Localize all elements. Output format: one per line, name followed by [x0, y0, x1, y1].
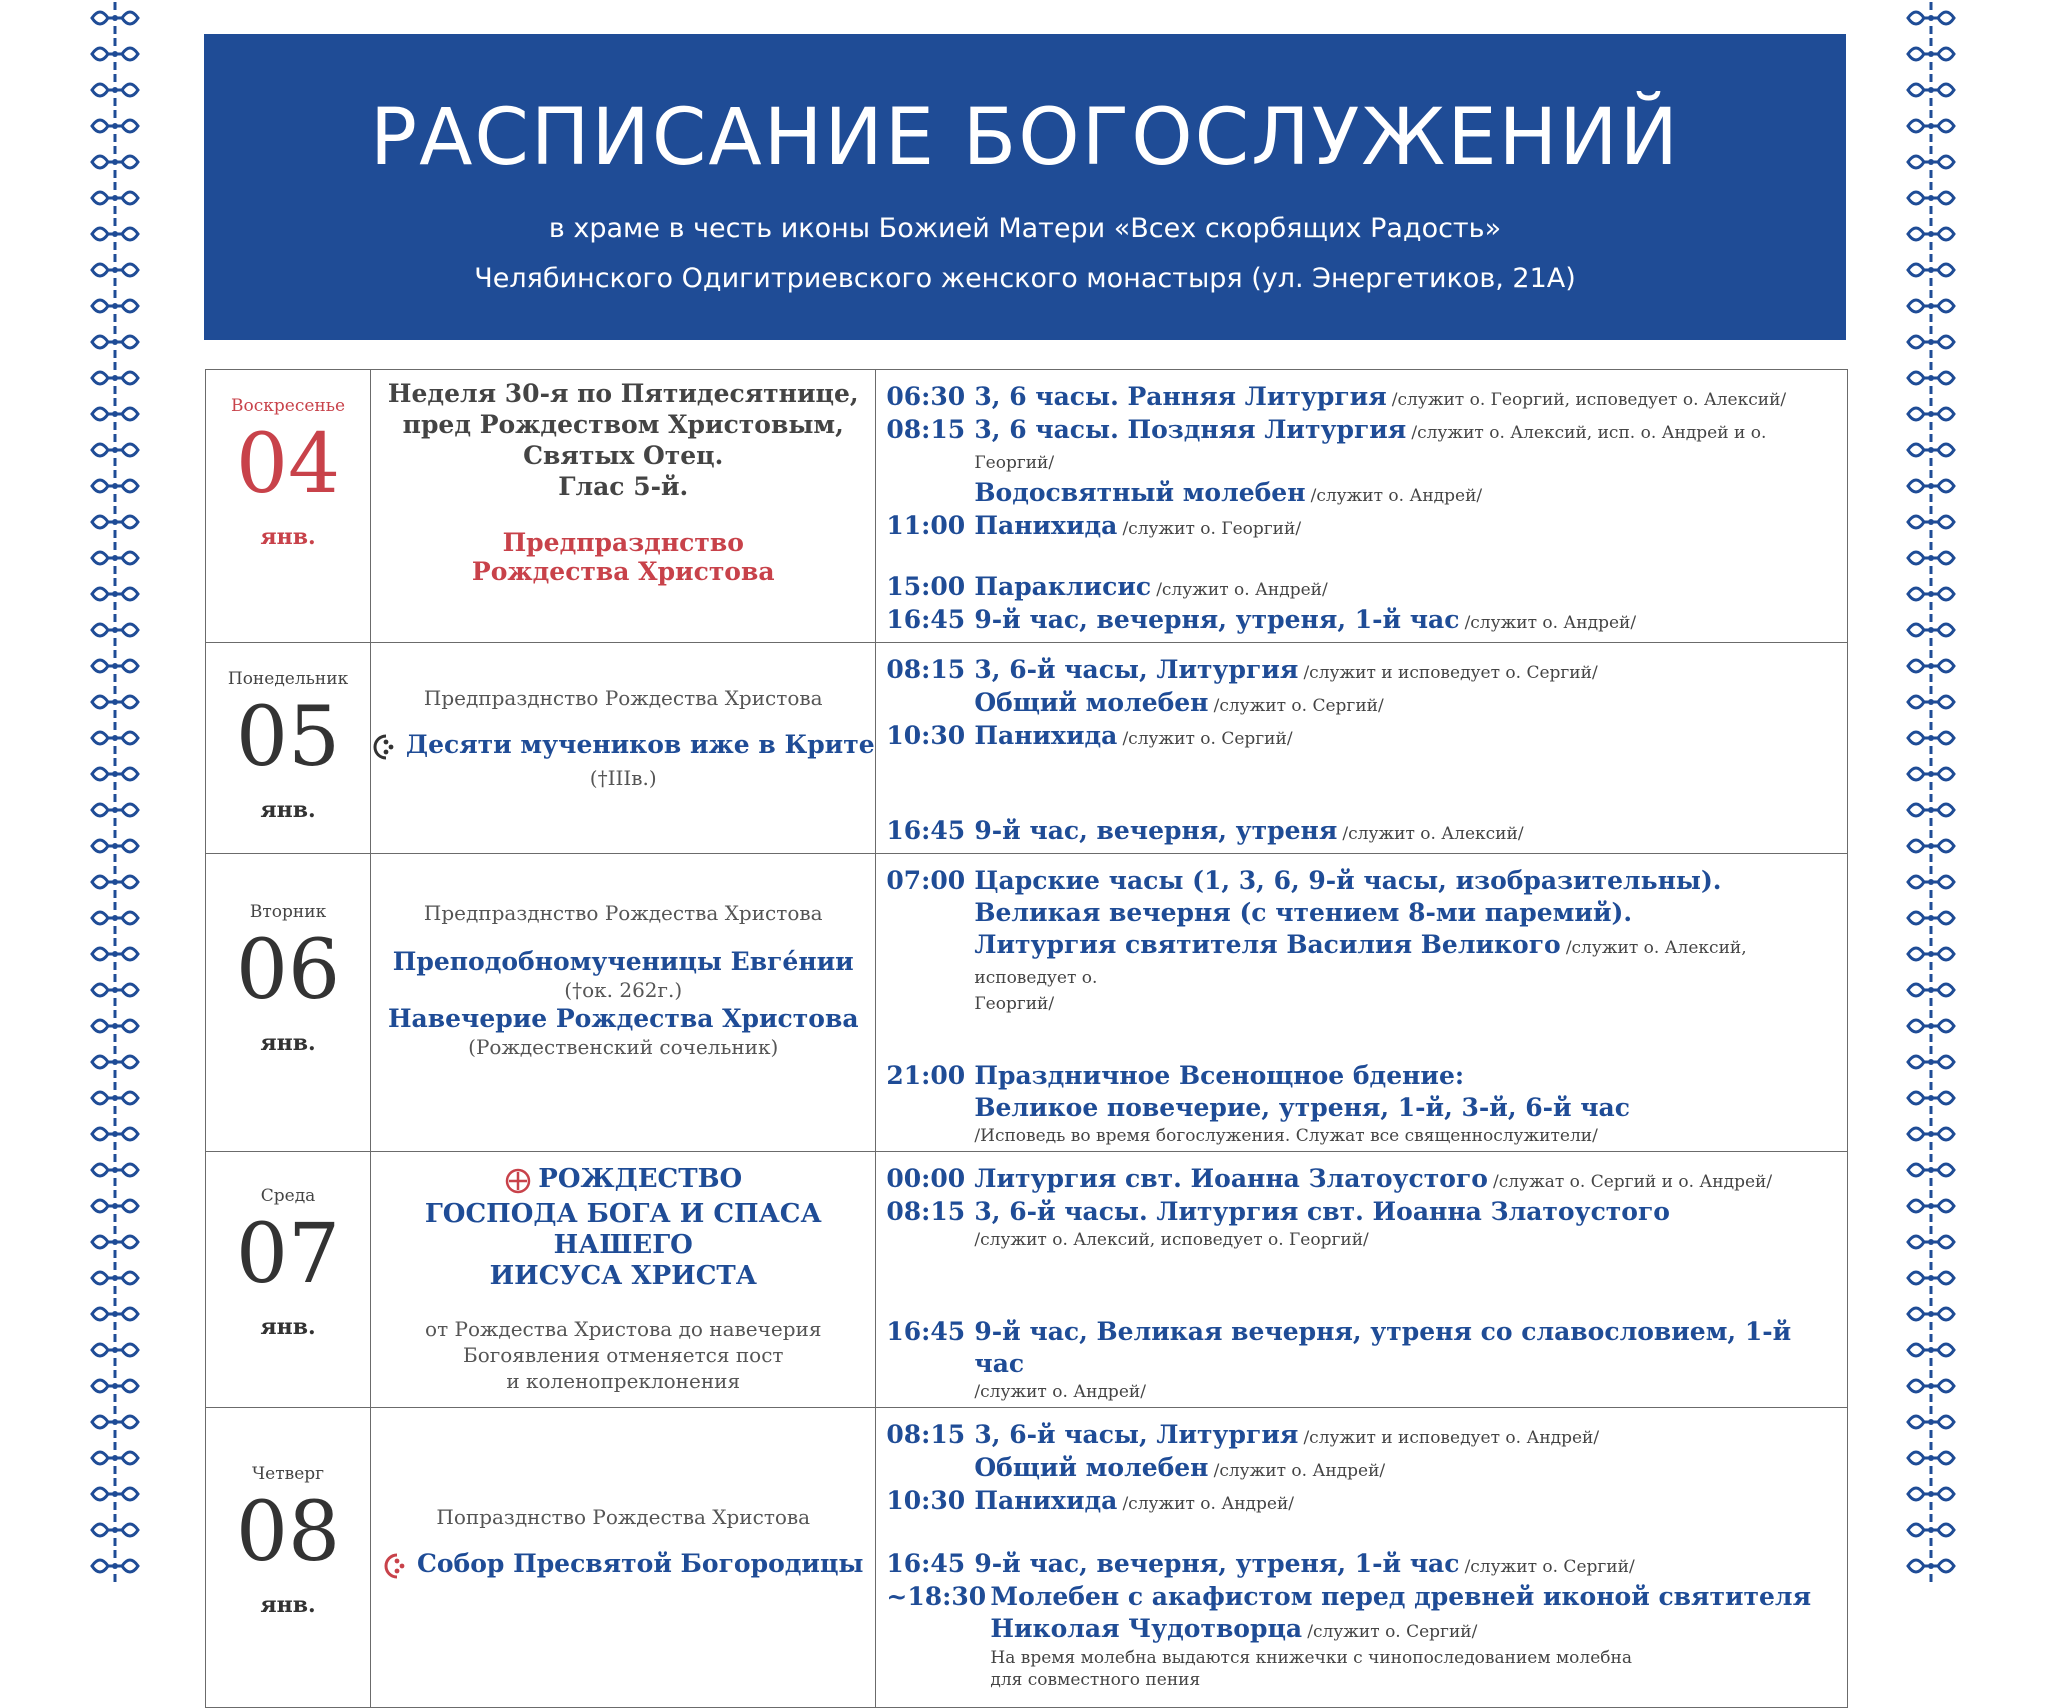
service-name: Параклисис	[974, 572, 1152, 601]
service-name: 3, 6-й часы, Литургия	[974, 655, 1299, 684]
day-of-week: Понедельник	[227, 669, 349, 689]
service-note: /служит о. Андрей/	[1122, 1494, 1294, 1514]
feast-small-line: Попразднство Рождества Христова	[436, 1505, 811, 1529]
service-line	[886, 866, 1837, 898]
day-row	[206, 1408, 1848, 1708]
service-time: 16:45	[886, 605, 966, 634]
feast-small-line: Предпразднство Рождества Христова	[423, 686, 823, 710]
service-name: 9-й час, вечерня, утреня, 1-й час	[974, 1549, 1460, 1578]
feast-red-line: Предпразднство	[502, 528, 744, 557]
feast-saint: Преподобномученицы Евге́нии	[392, 947, 854, 976]
feast-cell	[371, 643, 876, 854]
service-name: 9-й час, вечерня, утреня, 1-й час	[974, 605, 1460, 634]
feast-red-line: Рождества Христова	[471, 557, 775, 586]
service-name: Праздничное Всенощное бдение:	[974, 1061, 1465, 1090]
great-feast-title: РОЖДЕСТВО	[538, 1164, 743, 1194]
service-note: /служат о. Сергий и о. Андрей/	[1493, 1172, 1773, 1192]
service-time: ~18:30	[886, 1582, 987, 1611]
page-title: РАСПИСАНИЕ БОГОСЛУЖЕНИЙ	[370, 93, 1680, 183]
service-line	[886, 605, 1837, 638]
services-cell	[876, 1152, 1848, 1408]
month-label: янв.	[260, 1030, 316, 1056]
services-cell	[876, 1408, 1848, 1708]
feast-note-line: от Рождества Христова до навечерия	[425, 1316, 822, 1341]
service-line	[886, 898, 1837, 930]
service-line	[886, 1164, 1837, 1197]
service-note-continued: /служит о. Андрей/	[974, 1382, 1146, 1402]
month-label: янв.	[260, 1314, 316, 1340]
services-cell	[876, 854, 1848, 1152]
service-name: 9-й час, Великая вечерня, утреня со славословием, 1-й час	[974, 1317, 1792, 1378]
service-line	[886, 816, 1837, 849]
right-ornament-border	[1902, 0, 1960, 1583]
date-cell	[206, 370, 371, 643]
service-note: /служит о. Сергий/	[1122, 729, 1293, 749]
service-time: 15:00	[886, 572, 966, 601]
header-subtitle-monastery: Челябинского Одигитриевского женского монастыря (ул. Энергетиков, 21А)	[474, 262, 1576, 294]
service-name: Панихида	[974, 721, 1118, 750]
service-note-continued: На время молебна выдаются книжечки с чинопоследованием молебна	[990, 1648, 1632, 1668]
service-name: Литургия святителя Василия Великого	[974, 930, 1561, 959]
service-line	[886, 415, 1837, 478]
service-note: /служит о. Сергий/	[1213, 696, 1384, 716]
service-line	[886, 1549, 1837, 1582]
header-banner	[204, 34, 1846, 340]
feast-eve: Навечерие Рождества Христова	[387, 1004, 859, 1033]
service-line	[886, 688, 1837, 721]
service-line	[886, 1582, 1837, 1614]
day-of-week: Вторник	[249, 902, 327, 922]
service-line	[886, 1614, 1837, 1647]
date-cell	[206, 1408, 371, 1708]
feast-line: Глас 5-й.	[558, 472, 689, 501]
service-note: /служит о. Андрей/	[1464, 613, 1637, 633]
feast-line: Неделя 30-я по Пятидесятнице,	[387, 379, 859, 408]
feast-note-line: и коленопреклонения	[506, 1368, 741, 1393]
service-line	[886, 1420, 1837, 1453]
service-name: Панихида	[974, 1486, 1118, 1515]
service-note-continued: /Исповедь во время богослужения. Служат все священнослужители/	[974, 1126, 1598, 1146]
day-number: 06	[235, 923, 341, 1018]
service-name: 9-й час, вечерня, утреня	[974, 816, 1338, 845]
month-label: янв.	[260, 797, 316, 823]
service-line	[886, 572, 1837, 605]
feast-line: Святых Отец.	[523, 441, 724, 470]
schedule-table	[205, 369, 1848, 1708]
day-row	[206, 1152, 1848, 1408]
day-row	[206, 854, 1848, 1152]
day-number: 05	[235, 690, 341, 785]
service-line	[886, 511, 1837, 544]
feast-line: пред Рождеством Христовым,	[402, 410, 844, 439]
feast-saint-date: (†IIIв.)	[589, 765, 657, 790]
service-note: /служит о. Георгий/	[1122, 519, 1302, 539]
great-feast-title: ИИСУСА ХРИСТА	[489, 1260, 757, 1291]
service-note-continued: /служит о. Алексий, исповедует о. Георгий/	[974, 1230, 1369, 1250]
services-cell	[876, 370, 1848, 643]
day-of-week: Четверг	[252, 1464, 325, 1484]
service-time: 16:45	[886, 816, 966, 845]
date-cell	[206, 1152, 371, 1408]
service-note-continued: Георгий/	[974, 994, 1055, 1014]
day-of-week: Воскресенье	[231, 396, 346, 416]
service-note: /служит о. Алексий, исп. о. Андрей и о. Георгий/	[974, 423, 1767, 473]
service-name: Общий молебен	[974, 688, 1209, 717]
service-line	[886, 1197, 1837, 1229]
great-feast-icon	[504, 1167, 532, 1199]
feast-cell	[371, 1152, 876, 1408]
service-note: /служит о. Сергий/	[1464, 1557, 1635, 1577]
service-note: /служит и исповедует о. Андрей/	[1303, 1428, 1600, 1448]
day-number: 08	[235, 1485, 341, 1580]
service-note: /служит о. Георгий, исповедует о. Алексий/	[1391, 390, 1787, 410]
service-name: Николая Чудотворца	[990, 1614, 1303, 1643]
service-time: 08:15	[886, 1197, 966, 1226]
service-time: 16:45	[886, 1317, 966, 1346]
service-time: 00:00	[886, 1164, 966, 1193]
service-name: 3, 6-й часы. Литургия свт. Иоанна Златоустого	[974, 1197, 1670, 1226]
day-of-week: Среда	[260, 1186, 316, 1206]
feast-cell	[371, 854, 876, 1152]
service-name: Царские часы (1, 3, 6, 9-й часы, изобразительны).	[974, 866, 1722, 895]
service-time: 08:15	[886, 1420, 966, 1449]
service-line	[886, 382, 1837, 415]
service-name: Водосвятный молебен	[974, 478, 1306, 507]
service-note: /служит о. Алексий/	[1342, 824, 1524, 844]
feast-saint-date: (†ок. 262г.)	[564, 978, 683, 1002]
service-line	[886, 721, 1837, 754]
saint-rank-icon	[383, 1552, 411, 1584]
left-ornament-border	[86, 0, 144, 1583]
service-name: Великое повечерие, утреня, 1-й, 3-й, 6-й час	[974, 1093, 1630, 1122]
service-note: /служит и исповедует о. Сергий/	[1303, 663, 1598, 683]
service-note: /служит о. Андрей/	[1156, 580, 1328, 600]
service-time: 06:30	[886, 382, 966, 411]
service-name: Молебен с акафистом перед древней иконой святителя	[990, 1582, 1812, 1611]
feast-cell	[371, 370, 876, 643]
feast-note-line: Богоявления отменяется пост	[463, 1342, 784, 1367]
service-time: 10:30	[886, 1486, 966, 1515]
date-cell	[206, 643, 371, 854]
header-subtitle-church: в храме в честь иконы Божией Матери «Всех скорбящих Радость»	[548, 212, 1502, 244]
service-note: /служит о. Андрей/	[1310, 486, 1483, 506]
service-line	[886, 1317, 1837, 1381]
service-note-continued: для совместного пения	[990, 1670, 1201, 1690]
service-line	[886, 1453, 1837, 1486]
service-name: 3, 6 часы. Ранняя Литургия	[974, 382, 1387, 411]
day-row	[206, 370, 1848, 643]
feast-cell	[371, 1408, 876, 1708]
saint-rank-icon	[372, 733, 400, 765]
service-line	[886, 478, 1837, 511]
great-feast-title: ГОСПОДА БОГА И СПАСА НАШЕГО	[424, 1198, 822, 1260]
service-line	[886, 1486, 1837, 1519]
service-name: Общий молебен	[974, 1453, 1209, 1482]
month-label: янв.	[260, 1592, 316, 1618]
service-name: 3, 6 часы. Поздняя Литургия	[974, 415, 1407, 444]
feast-small-line: Предпразднство Рождества Христова	[423, 901, 823, 925]
service-note: /служит о. Сергий/	[1307, 1622, 1478, 1642]
service-line	[886, 930, 1837, 993]
service-note: /служит о. Алексий, исповедует о.	[974, 938, 1747, 988]
service-time: 21:00	[886, 1061, 966, 1090]
service-time: 11:00	[886, 511, 966, 540]
service-time: 07:00	[886, 866, 966, 895]
service-time: 08:15	[886, 415, 966, 444]
feast-saint: Десяти мучеников иже в Крите	[405, 730, 875, 759]
service-line	[886, 1093, 1837, 1125]
service-time: 08:15	[886, 655, 966, 684]
service-name: 3, 6-й часы, Литургия	[974, 1420, 1299, 1449]
feast-saint: Собор Пресвятой Богородицы	[416, 1549, 864, 1578]
service-time: 10:30	[886, 721, 966, 750]
service-time: 16:45	[886, 1549, 966, 1578]
date-cell	[206, 854, 371, 1152]
services-cell	[876, 643, 1848, 854]
service-line	[886, 1061, 1837, 1093]
day-number: 04	[235, 417, 341, 512]
month-label: янв.	[260, 524, 316, 550]
feast-eve-sub: (Рождественский сочельник)	[468, 1035, 779, 1059]
service-name: Панихида	[974, 511, 1118, 540]
service-name: Великая вечерня (с чтением 8-ми паремий).	[974, 898, 1633, 927]
day-number: 07	[235, 1207, 341, 1302]
service-note: /служит о. Андрей/	[1213, 1461, 1386, 1481]
service-line	[886, 655, 1837, 688]
day-row	[206, 643, 1848, 854]
service-name: Литургия свт. Иоанна Златоустого	[974, 1164, 1488, 1193]
